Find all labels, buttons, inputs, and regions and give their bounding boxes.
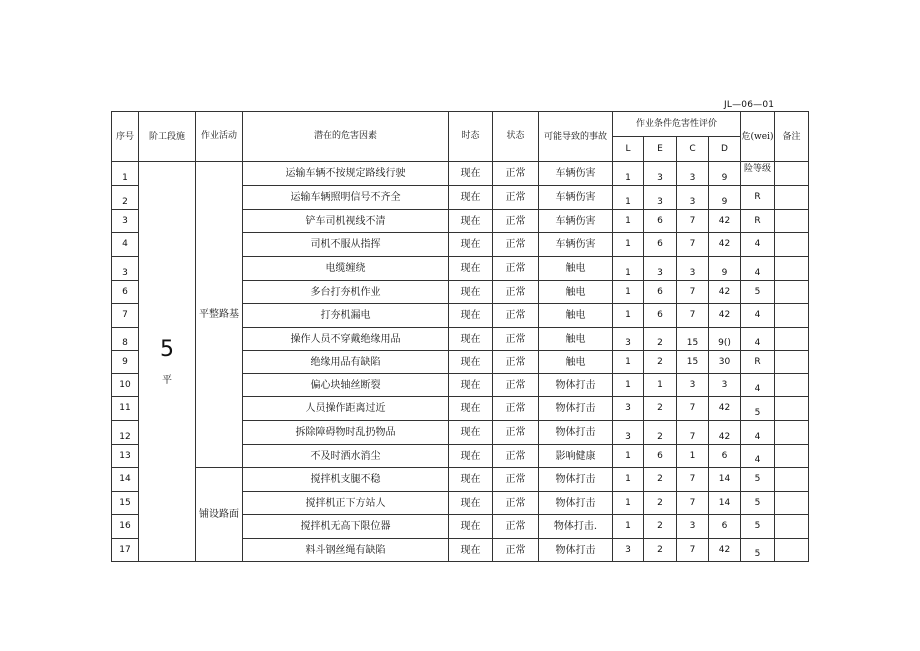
note-cell: [775, 374, 809, 397]
state-cell: 正常: [493, 445, 539, 468]
header-E: E: [644, 137, 677, 162]
accident-cell: 车辆伤害: [539, 233, 613, 257]
tense-cell: 现在: [449, 445, 493, 468]
accident-cell: 物体打击: [539, 539, 613, 562]
hazard-cell: 搅拌机正下方站人: [243, 492, 449, 515]
row-number: 10: [112, 374, 139, 397]
state-cell: 正常: [493, 515, 539, 539]
d-value: 14: [709, 492, 741, 515]
tense-cell: 现在: [449, 210, 493, 233]
danger-level: 5: [741, 539, 775, 562]
header-D: D: [709, 137, 741, 162]
tense-cell: 现在: [449, 351, 493, 374]
e-value: 2: [644, 515, 677, 539]
d-value: 9(): [709, 328, 741, 351]
state-cell: 正常: [493, 421, 539, 445]
note-cell: [775, 233, 809, 257]
hazard-cell: 操作人员不穿戴绝缘用品: [243, 328, 449, 351]
danger-level: 4: [741, 233, 775, 257]
c-value: 3: [677, 186, 709, 210]
d-value: 42: [709, 281, 741, 304]
note-cell: [775, 210, 809, 233]
note-cell: [775, 515, 809, 539]
danger-level: R: [741, 210, 775, 233]
d-value: 9: [709, 186, 741, 210]
d-value: 42: [709, 304, 741, 328]
d-value: 42: [709, 210, 741, 233]
l-value: 1: [613, 281, 644, 304]
tense-cell: 现在: [449, 233, 493, 257]
c-value: 3: [677, 162, 709, 186]
hazard-cell: 电缆缠绕: [243, 257, 449, 281]
d-value: 6: [709, 445, 741, 468]
c-value: 15: [677, 351, 709, 374]
header-accident: 可能导致的事故: [539, 112, 613, 162]
l-value: 1: [613, 186, 644, 210]
e-value: 2: [644, 351, 677, 374]
accident-cell: 物体打击.: [539, 515, 613, 539]
danger-level: 4: [741, 445, 775, 468]
state-cell: 正常: [493, 328, 539, 351]
note-cell: [775, 492, 809, 515]
header-hazard: 潜在的危害因素: [243, 112, 449, 162]
state-cell: 正常: [493, 539, 539, 562]
c-value: 3: [677, 515, 709, 539]
row-number: 3: [112, 210, 139, 233]
danger-level: 4: [741, 374, 775, 397]
header-stage: 阶工段施: [139, 112, 196, 162]
state-cell: 正常: [493, 468, 539, 492]
d-value: 3: [709, 374, 741, 397]
l-value: 1: [613, 468, 644, 492]
note-cell: [775, 186, 809, 210]
hazard-cell: 人员操作距离过近: [243, 397, 449, 421]
table-row: [112, 468, 809, 492]
d-value: 42: [709, 397, 741, 421]
l-value: 1: [613, 445, 644, 468]
danger-level: 5: [741, 397, 775, 421]
header-activity: 作业活动: [196, 112, 243, 162]
e-value: 2: [644, 539, 677, 562]
row-number: 13: [112, 445, 139, 468]
danger-level: 4: [741, 304, 775, 328]
l-value: 1: [613, 351, 644, 374]
hazard-cell: 运输车辆照明信号不齐全: [243, 186, 449, 210]
e-value: 2: [644, 492, 677, 515]
tense-cell: 现在: [449, 492, 493, 515]
danger-level: 4: [741, 257, 775, 281]
tense-cell: 现在: [449, 468, 493, 492]
c-value: 7: [677, 397, 709, 421]
e-value: 2: [644, 397, 677, 421]
activity-cell: 铺设路面: [196, 468, 243, 562]
e-value: 6: [644, 445, 677, 468]
l-value: 3: [613, 421, 644, 445]
accident-cell: 物体打击: [539, 492, 613, 515]
hazard-cell: 搅拌机支腿不稳: [243, 468, 449, 492]
e-value: 1: [644, 374, 677, 397]
c-value: 1: [677, 445, 709, 468]
note-cell: [775, 468, 809, 492]
row-number: 11: [112, 397, 139, 421]
tense-cell: 现在: [449, 515, 493, 539]
hazard-cell: 拆除障碍物时乱扔物品: [243, 421, 449, 445]
e-value: 6: [644, 281, 677, 304]
state-cell: 正常: [493, 304, 539, 328]
hazard-cell: 搅拌机无高下限位器: [243, 515, 449, 539]
document-code: JL—06—01: [724, 100, 775, 110]
e-value: 6: [644, 210, 677, 233]
c-value: 15: [677, 328, 709, 351]
accident-cell: 触电: [539, 257, 613, 281]
row-number: 15: [112, 492, 139, 515]
hazard-cell: 打夯机漏电: [243, 304, 449, 328]
note-cell: [775, 397, 809, 421]
tense-cell: 现在: [449, 162, 493, 186]
table-row: [112, 162, 809, 186]
state-cell: 正常: [493, 233, 539, 257]
header-seq: 序号: [112, 112, 139, 162]
accident-cell: 影响健康: [539, 445, 613, 468]
accident-cell: 车辆伤害: [539, 210, 613, 233]
row-number: 2: [112, 186, 139, 210]
danger-level: 4: [741, 421, 775, 445]
c-value: 7: [677, 233, 709, 257]
danger-level: R: [741, 351, 775, 374]
state-cell: 正常: [493, 281, 539, 304]
state-cell: 正常: [493, 351, 539, 374]
e-value: 3: [644, 257, 677, 281]
e-value: 3: [644, 162, 677, 186]
stage-cell: [139, 162, 196, 562]
row-number: 12: [112, 421, 139, 445]
l-value: 1: [613, 304, 644, 328]
note-cell: [775, 281, 809, 304]
danger-level: 5: [741, 492, 775, 515]
accident-cell: 物体打击: [539, 468, 613, 492]
hazard-cell: 料斗钢丝绳有缺陷: [243, 539, 449, 562]
d-value: 9: [709, 162, 741, 186]
tense-cell: 现在: [449, 539, 493, 562]
state-cell: 正常: [493, 210, 539, 233]
danger-level: 4: [741, 328, 775, 351]
stage-number: 5: [160, 337, 174, 362]
danger-level: 5: [741, 515, 775, 539]
l-value: 1: [613, 257, 644, 281]
note-cell: [775, 351, 809, 374]
d-value: 42: [709, 539, 741, 562]
row-number: 7: [112, 304, 139, 328]
row-number: 8: [112, 328, 139, 351]
d-value: 6: [709, 515, 741, 539]
l-value: 3: [613, 328, 644, 351]
accident-cell: 车辆伤害: [539, 162, 613, 186]
header-L: L: [613, 137, 644, 162]
header-tense: 时态: [449, 112, 493, 162]
header-danger: 危(wei): [741, 112, 775, 162]
tense-cell: 现在: [449, 397, 493, 421]
hazard-cell: 绝缘用品有缺陷: [243, 351, 449, 374]
danger-level: 险等级: [741, 162, 775, 186]
c-value: 7: [677, 492, 709, 515]
l-value: 1: [613, 515, 644, 539]
row-number: 4: [112, 233, 139, 257]
tense-cell: 现在: [449, 257, 493, 281]
note-cell: [775, 304, 809, 328]
note-cell: [775, 421, 809, 445]
state-cell: 正常: [493, 374, 539, 397]
note-cell: [775, 328, 809, 351]
e-value: 2: [644, 421, 677, 445]
c-value: 7: [677, 281, 709, 304]
danger-level: 5: [741, 468, 775, 492]
hazard-cell: 不及时洒水消尘: [243, 445, 449, 468]
c-value: 3: [677, 374, 709, 397]
c-value: 7: [677, 539, 709, 562]
e-value: 2: [644, 328, 677, 351]
activity-cell: 平整路基: [196, 162, 243, 468]
tense-cell: 现在: [449, 421, 493, 445]
row-number: 17: [112, 539, 139, 562]
state-cell: 正常: [493, 257, 539, 281]
l-value: 1: [613, 492, 644, 515]
hazard-cell: 偏心块轴丝断裂: [243, 374, 449, 397]
state-cell: 正常: [493, 162, 539, 186]
d-value: 42: [709, 421, 741, 445]
note-cell: [775, 539, 809, 562]
accident-cell: 物体打击: [539, 421, 613, 445]
d-value: 14: [709, 468, 741, 492]
header-C: C: [677, 137, 709, 162]
note-cell: [775, 162, 809, 186]
e-value: 3: [644, 186, 677, 210]
row-number: 16: [112, 515, 139, 539]
accident-cell: 物体打击: [539, 397, 613, 421]
l-value: 1: [613, 233, 644, 257]
state-cell: 正常: [493, 186, 539, 210]
stage-subtitle: 平: [162, 375, 172, 386]
header-state: 状态: [493, 112, 539, 162]
accident-cell: 触电: [539, 351, 613, 374]
header-eval: 作业条件危害性评价: [613, 112, 741, 137]
hazard-evaluation-table: [111, 111, 809, 562]
l-value: 3: [613, 539, 644, 562]
state-cell: 正常: [493, 492, 539, 515]
hazard-cell: 司机不服从指挥: [243, 233, 449, 257]
e-value: 6: [644, 304, 677, 328]
danger-level: R: [741, 186, 775, 210]
d-value: 9: [709, 257, 741, 281]
tense-cell: 现在: [449, 374, 493, 397]
accident-cell: 车辆伤害: [539, 186, 613, 210]
hazard-cell: 运输车辆不按规定路线行驶: [243, 162, 449, 186]
danger-level: 5: [741, 281, 775, 304]
l-value: 3: [613, 397, 644, 421]
hazard-cell: 多台打夯机作业: [243, 281, 449, 304]
e-value: 6: [644, 233, 677, 257]
l-value: 1: [613, 374, 644, 397]
accident-cell: 触电: [539, 328, 613, 351]
row-number: 6: [112, 281, 139, 304]
row-number: 1: [112, 162, 139, 186]
l-value: 1: [613, 162, 644, 186]
c-value: 7: [677, 210, 709, 233]
tense-cell: 现在: [449, 328, 493, 351]
tense-cell: 现在: [449, 304, 493, 328]
e-value: 2: [644, 468, 677, 492]
c-value: 7: [677, 468, 709, 492]
tense-cell: 现在: [449, 281, 493, 304]
accident-cell: 触电: [539, 304, 613, 328]
header-note: 备注: [775, 112, 809, 162]
state-cell: 正常: [493, 397, 539, 421]
accident-cell: 触电: [539, 281, 613, 304]
c-value: 3: [677, 257, 709, 281]
note-cell: [775, 257, 809, 281]
note-cell: [775, 445, 809, 468]
d-value: 30: [709, 351, 741, 374]
c-value: 7: [677, 421, 709, 445]
row-number: 9: [112, 351, 139, 374]
accident-cell: 物体打击: [539, 374, 613, 397]
hazard-cell: 铲车司机视线不清: [243, 210, 449, 233]
l-value: 1: [613, 210, 644, 233]
c-value: 7: [677, 304, 709, 328]
row-number: 14: [112, 468, 139, 492]
d-value: 42: [709, 233, 741, 257]
tense-cell: 现在: [449, 186, 493, 210]
row-number: 3: [112, 257, 139, 281]
